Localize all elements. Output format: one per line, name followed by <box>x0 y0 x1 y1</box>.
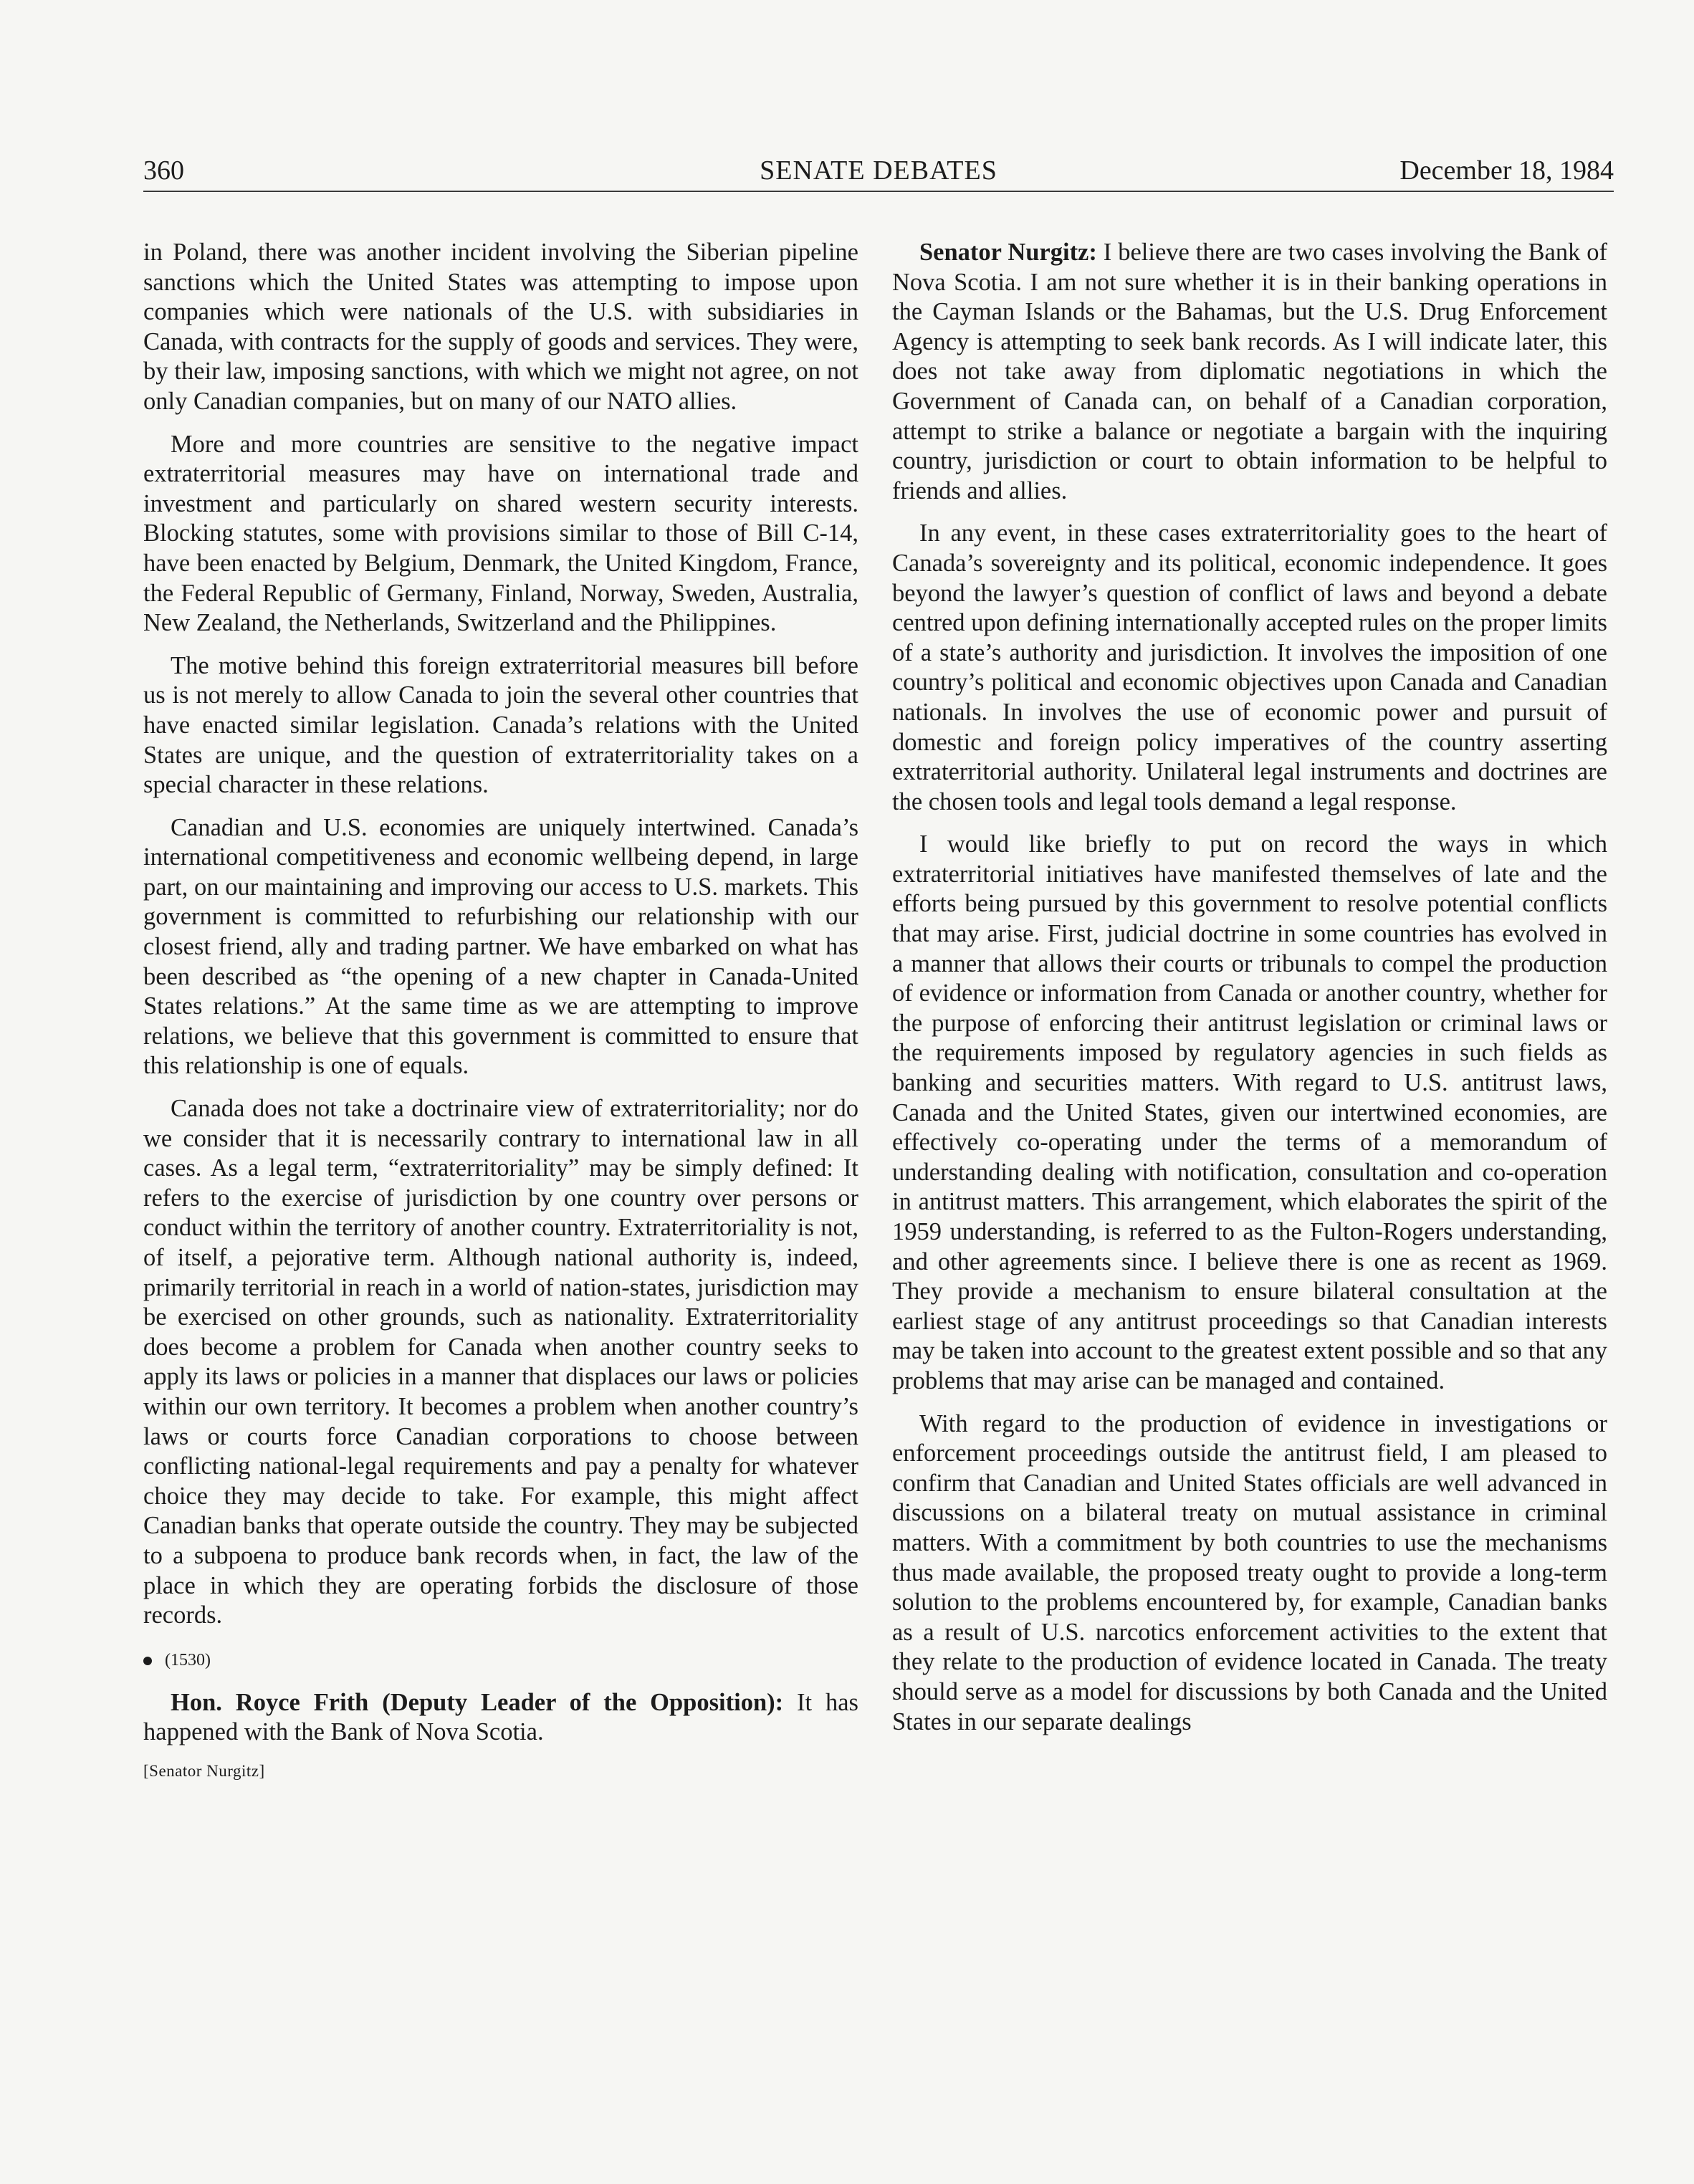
speaker-name: Hon. Royce Frith (Deputy Leader of the Opposition): <box>171 1688 784 1716</box>
bullet-icon <box>143 1657 152 1665</box>
paragraph: More and more countries are sensitive to the negative impact extraterritorial measures may have on international trade and investment and particularly on shared western security interests. Blocking statutes, some with provisions similar to those of Bill C-14, have been enacted by Belgium, Denmark, the United Kingdom, France, the Federal Republic of Germany, Finland, Norway, Sweden, Australia, New Zealand, the Netherlands, Switzerland and the Philippines. <box>143 430 858 637</box>
paragraph: In any event, in these cases extraterritoriality goes to the heart of Canada’s sovereignty and its political, economic independence. It goes beyond the lawyer’s question of conflict of laws and beyond a debate centred upon defining internationally accepted rules on the proper limits of a state’s authority and jurisdiction. It involves the imposition of one country’s political and economic objectives upon Canada and Canadian nationals. In involves the use of economic power and pursuit of domestic and foreign policy imperatives of the country asserting extraterritorial authority. Unilateral legal instruments and doctrines are the chosen tools and legal tools demand a legal response. <box>892 519 1607 815</box>
speaker-name: Senator Nurgitz: <box>919 239 1097 266</box>
paragraph: I would like briefly to put on record the ways in which extraterritorial initiatives have manifested themselves of late and the efforts being pursued by this government to resolve potential conflicts that may arise. First, judicial doctrine in some countries has evolved in a manner that allows their courts or tribunals to compel the production of evidence or information from Canada or another country, whether for the purpose of enforcing their antitrust legislation or criminal laws or the requirements imposed by regulatory agencies in such fields as banking and securities matters. With regard to U.S. antitrust laws, Canada and the United States, given our intertwined economies, are effectively co-operating under the terms of a memorandum of understanding dealing with notification, consultation and co-operation in antitrust matters. This arrangement, which elaborates the spirit of the 1959 understanding, is referred to as the Fulton-Rogers understanding, and other agreements since. I believe there is one as recent as 1969. They provide a mechanism to ensure bilateral consultation at the earliest stage of any antitrust proceedings so that Canadian interests may be taken into account to the greatest extent possible and so that any problems that may arise can be managed and contained. <box>892 830 1607 1394</box>
speech-text: I believe there are two cases involving the Bank of Nova Scotia. I am not sure whether it is in their banking operations in the Cayman Islands or the Bahamas, but the U.S. Drug Enforcement Agency is attempting to seek bank records. As I will indicate later, this does not take away from diplomatic negotiations in which the Government of Canada can, on behalf of a Canadian corporation, attempt to strike a balance or negotiate a bargain with the inquiring country, jurisdiction or court to obtain information to be helpful to friends and allies. <box>892 239 1608 504</box>
page-number: 360 <box>143 155 184 186</box>
paragraph: The motive behind this foreign extraterritorial measures bill before us is not merely to allow Canada to join the several other countries that have enacted similar legislation. Canada’s relations with the United States are unique, and the question of extraterritoriality takes on a special character in these relations. <box>143 651 858 799</box>
footer-note: [Senator Nurgitz] <box>143 1761 265 1780</box>
publication-title: SENATE DEBATES <box>760 155 997 186</box>
header-date: December 18, 1984 <box>1399 155 1614 186</box>
time-marker <box>143 1649 858 1671</box>
speech-paragraph <box>892 238 1607 506</box>
paragraph: With regard to the production of evidence in investigations or enforcement proceedings outside the antitrust field, I am pleased to confirm that Canadian and United States officials are well advanced in discussions on a bilateral treaty on mutual assistance in criminal matters. With a commitment by both countries to use the mechanisms thus made available, the proposed treaty ought to provide a long-term solution to the problems encountered by, for example, Canadian banks as a result of U.S. narcotics enforcement activities to the extent that they relate to the production of evidence located in Canada. The treaty should serve as a model for discussions by both Canada and the United States in our separate dealings <box>892 1409 1607 1735</box>
paragraph: in Poland, there was another incident involving the Siberian pipeline sanctions which the United States was attempting to impose upon companies which were nationals of the U.S. with subsidiaries in Canada, with contracts for the supply of goods and services. They were, by their law, imposing sanctions, with which we might not agree, on not only Canadian companies, but on many of our NATO allies. <box>143 239 858 415</box>
page-header <box>143 150 1614 191</box>
header-rule <box>143 191 1614 192</box>
right-column <box>892 238 1607 1750</box>
speech-paragraph <box>143 1688 858 1748</box>
left-column <box>143 238 858 1782</box>
time-marker-text: (1530) <box>165 1650 211 1670</box>
paragraph: Canadian and U.S. economies are uniquely intertwined. Canada’s international competitiveness and economic wellbeing depend, in large part, on our maintaining and improving our access to U.S. markets. This government is committed to refurbishing our relationship with our closest friend, ally and trading partner. We have embarked on what has been described as “the opening of a new chapter in Canada-United States relations.” At the same time as we are attempting to improve relations, we believe that this government is committed to ensure that this relationship is one of equals. <box>143 813 858 1080</box>
speech-text: It has happened with the Bank of Nova Scotia. <box>143 1688 858 1746</box>
paragraph: Canada does not take a doctrinaire view of extraterritoriality; nor do we consider that it is necessarily contrary to international law in all cases. As a legal term, “extraterritoriality” may be simply defined: It refers to the exercise of jurisdiction by one country over persons or conduct within the territory of another country. Extraterritoriality is not, of itself, a pejorative term. Although national authority is, indeed, primarily territorial in reach in a world of nation-states, jurisdiction may be exercised on other grounds, such as nationality. Extraterritoriality does become a problem for Canada when another country seeks to apply its laws or policies in a manner that displaces our laws or policies within our own territory. It becomes a problem when another country’s laws or courts force Canadian corporations to choose between conflicting national-legal requirements and pay a penalty for whatever choice they may decide to take. For example, this might affect Canadian banks that operate outside the country. They may be subjected to a subpoena to produce bank records when, in fact, the law of the place in which they are operating forbids the disclosure of those records. <box>143 1095 858 1629</box>
